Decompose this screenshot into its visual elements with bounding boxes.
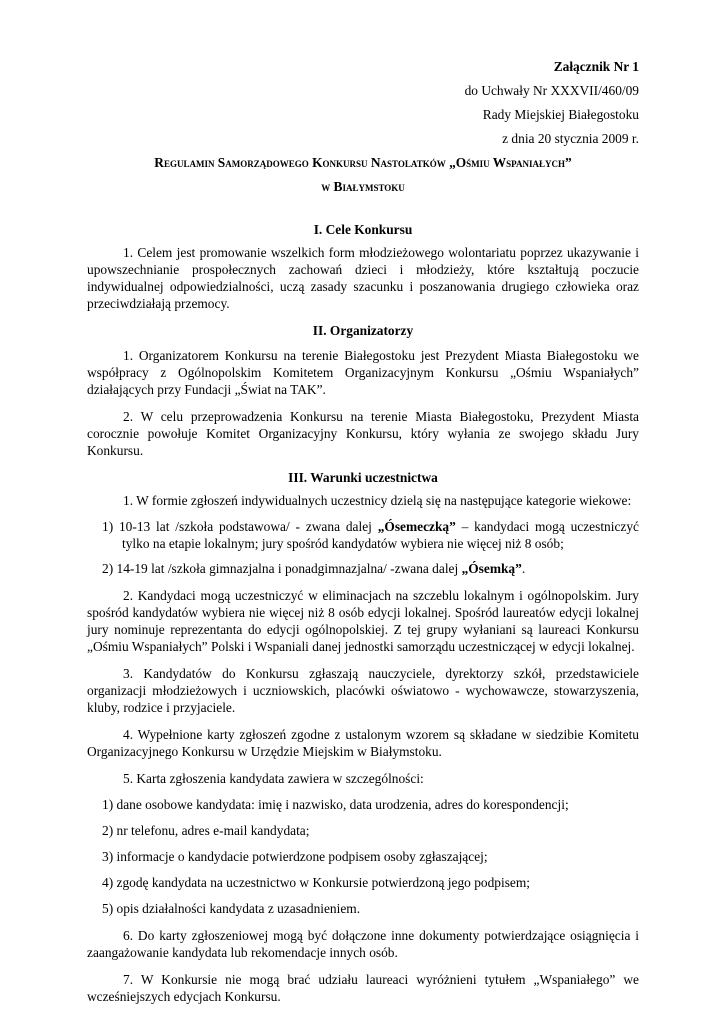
age-category-2 (87, 560, 639, 577)
participation-paragraph-2: 2. Kandydaci mogą uczestniczyć w eliminacjach na szczeblu lokalnym i ogólnopolskim. Jury spośród kandydatów wybiera nie więcej niż 8 osób edycji lokalnej. Spośród laureatów edycji lokalnej jury nominuje reprezentanta do edycji ogólnopolskiej. Z tej grupy wyłaniani są laureaci Konkursu „Ośmiu Wspaniałych” Polski i Wspaniali danej jednostki samorządu uczestniczącej w edycji lokalnej. (87, 588, 639, 654)
participation-paragraph-6: 6. Do karty zgłoszeniowej mogą być dołączone inne dokumenty potwierdzające osiągnięcia i zaangażowanie kandydata lub rekomendacje innych osób. (87, 928, 639, 960)
age-category-2-text-a: 2) 14-19 lat /szkoła gimnazjalna i ponadgimnazjalna/ -zwana dalej (102, 561, 462, 576)
resolution-number: do Uchwały Nr XXXVII/460/09 (464, 83, 639, 98)
participation-paragraph-4: 4. Wypełnione karty zgłoszeń zgodne z ustalonym wzorem są składane w siedzibie Komitetu Organizacyjnego Konkursu w Urzędzie Miejskim w Białymstoku. (87, 727, 639, 759)
age-category-1-name: „Ósemeczką” (377, 519, 456, 534)
section-heading-organizers: II. Organizatorzy (312, 323, 414, 338)
form-item-5: 5) opis działalności kandydata z uzasadnieniem. (102, 901, 361, 916)
document-title: Regulamin Samorządowego Konkursu Nastolatków „Ośmiu Wspaniałych” (154, 155, 572, 170)
age-category-2-text-c: . (521, 561, 526, 576)
participation-paragraph-7: 7. W Konkursie nie mogą brać udziału laureaci wyróżnieni tytułem „Wspaniałego” we wcześniejszych edycjach Konkursu. (87, 972, 639, 1004)
council-name: Rady Miejskiej Białegostoku (482, 107, 639, 122)
form-item-3: 3) informacje o kandydacie potwierdzone podpisem osoby zgłaszającej; (102, 849, 488, 864)
form-item-2: 2) nr telefonu, adres e-mail kandydata; (102, 823, 310, 838)
organizers-paragraph-2: 2. W celu przeprowadzenia Konkursu na terenie Miasta Białegostoku, Prezydent Miasta corocznie powołuje Komitet Organizacyjny Konkursu, który wyłania ze swojego składu Jury Konkursu. (87, 409, 639, 458)
age-category-1 (87, 518, 639, 552)
organizers-paragraph-1: 1. Organizatorem Konkursu na terenie Białegostoku jest Prezydent Miasta Białegostoku we współpracy z Ogólnopolskim Komitetem Organizacyjnym Konkursu „Ośmiu Wspaniałych” działających przy Fundacji „Świat na TAK”. (87, 348, 639, 397)
goals-paragraph-1: 1. Celem jest promowanie wszelkich form młodzieżowego wolontariatu poprzez ukazywanie i upowszechnianie prospołecznych zachowań dzieci i młodzieży, które kształtują poczucie indywidualnej odpowiedzialności, uczą zasady szacunku i poszanowania drugiego człowieka oraz przeciwdziałają przemocy. (87, 245, 639, 311)
form-item-4: 4) zgodę kandydata na uczestnictwo w Konkursie potwierdzoną jego podpisem; (102, 875, 531, 890)
document-title-city: w Białymstoku (321, 179, 405, 194)
participation-paragraph-5: 5. Karta zgłoszenia kandydata zawiera w szczególności: (123, 771, 424, 786)
section-heading-participation: III. Warunki uczestnictwa (288, 470, 438, 485)
annex-number: Załącznik Nr 1 (553, 59, 639, 74)
participation-paragraph-3: 3. Kandydatów do Konkursu zgłaszają nauczyciele, dyrektorzy szkół, przedstawiciele organizacji młodzieżowych i uczniowskich, placówki oświatowo - wychowawcze, stowarzyszenia, kluby, rodzice i przyjaciele. (87, 666, 639, 715)
participation-paragraph-1: 1. W formie zgłoszeń indywidualnych uczestnicy dzielą się na następujące kategorie wiekowe: (123, 493, 632, 508)
age-category-1-text-c: – kandydaci mogą uczestniczyć tylko na etapie lokalnym; jury spośród kandydatów wybiera nie więcej niż 8 osób; (122, 519, 639, 551)
document-content (87, 58, 639, 1005)
form-item-1: 1) dane osobowe kandydata: imię i nazwisko, data urodzenia, adres do korespondencji; (102, 797, 569, 812)
age-category-1-text-a: 1) 10-13 lat /szkoła podstawowa/ - zwana dalej (102, 519, 378, 534)
section-heading-goals: I. Cele Konkursu (313, 222, 413, 237)
age-category-2-name: „Ósemką” (461, 561, 522, 576)
resolution-date: z dnia 20 stycznia 2009 r. (502, 131, 639, 146)
